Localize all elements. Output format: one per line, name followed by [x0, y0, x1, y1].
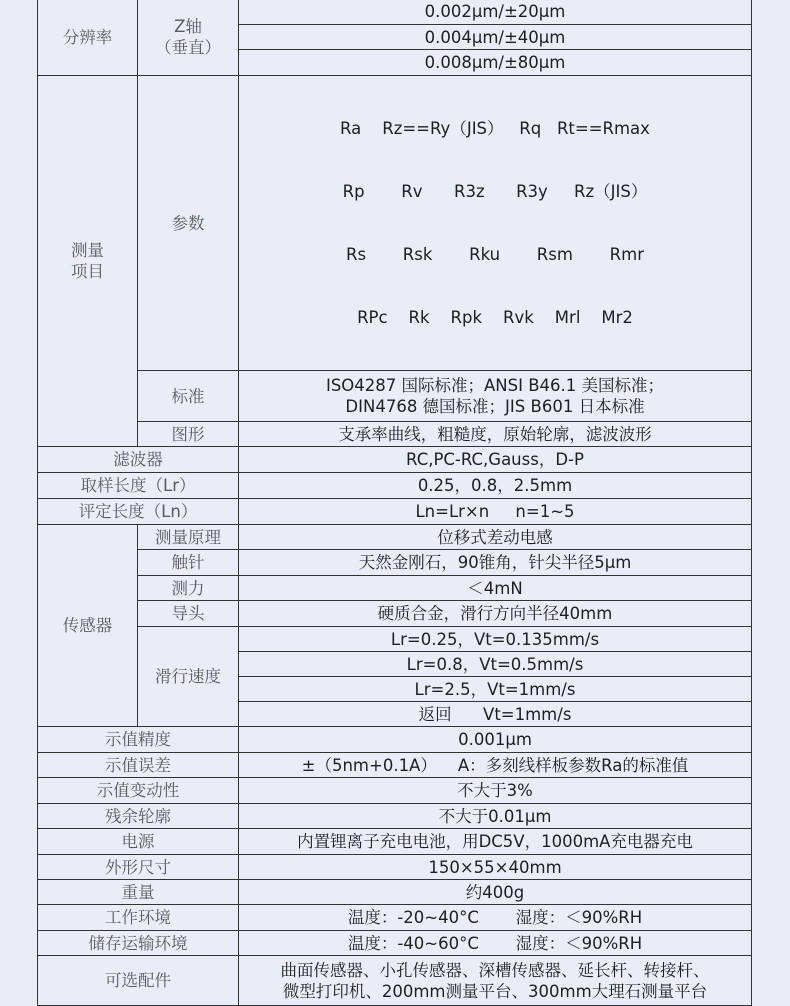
speed-value-2: Lr=0.8，Vt=0.5mm/s — [239, 652, 752, 677]
z-axis-text: Z轴 — [174, 17, 202, 36]
resolution-value-2: 0.004μm/±40μm — [239, 25, 752, 50]
error-value: ±（5nm+0.1A） A：多刻线样板参数Ra的标准值 — [239, 753, 752, 778]
store-env-label: 储存运输环境 — [38, 931, 239, 956]
sample-length-label: 取样长度（Lr） — [38, 473, 239, 499]
residual-value: 不大于0.01μm — [239, 804, 752, 829]
variability-row — [38, 778, 752, 804]
power-row — [38, 829, 752, 855]
standard-label: 标准 — [138, 371, 239, 422]
sensor-principle-row — [38, 525, 752, 550]
stylus-label: 触针 — [138, 550, 239, 576]
sensor-label: 传感器 — [38, 525, 138, 727]
error-row — [38, 753, 752, 778]
guide-label: 导头 — [138, 601, 239, 627]
power-label: 电源 — [38, 829, 239, 855]
resolution-label: 分辨率 — [38, 0, 138, 76]
sample-length-row — [38, 473, 752, 499]
resolution-row — [38, 0, 752, 25]
residual-row — [38, 804, 752, 829]
principle-label: 测量原理 — [138, 525, 239, 550]
size-label: 外形尺寸 — [38, 855, 239, 880]
size-row — [38, 855, 752, 880]
measure-label-line1: 测量 — [71, 241, 104, 260]
params-value — [239, 76, 752, 371]
work-env-label: 工作环境 — [38, 905, 239, 931]
filter-label: 滤波器 — [38, 447, 239, 473]
options-line-1: 曲面传感器、小孔传感器、深槽传感器、延长杆、转接杆、 — [280, 960, 710, 980]
options-line-2: 微型打印机、200mm测量平台、300mm大理石测量平台 — [282, 981, 708, 1001]
force-value: ＜4mN — [239, 576, 752, 601]
params-line-4: RPc Rk Rpk Rvk Mrl Mr2 — [357, 308, 633, 327]
sensor-force-row — [38, 576, 752, 601]
measure-graph-row — [38, 422, 752, 447]
variability-value: 不大于3% — [239, 778, 752, 804]
eval-length-value: Ln=Lr×n n=1~5 — [239, 499, 752, 525]
stylus-value: 天然金刚石，90锥角，针尖半径5μm — [239, 550, 752, 576]
speed-value-4: 返回 Vt=1mm/s — [239, 702, 752, 727]
eval-length-label: 评定长度（Ln） — [38, 499, 239, 525]
vertical-text: （垂直） — [155, 38, 221, 57]
force-label: 测力 — [138, 576, 239, 601]
residual-label: 残余轮廓 — [38, 804, 239, 829]
params-line-3: Rs Rsk Rku Rsm Rmr — [346, 245, 644, 264]
work-env-row — [38, 905, 752, 931]
measure-label-line2: 项目 — [71, 262, 104, 281]
standard-line-2: DIN4768 德国标准；JIS B601 日本标准 — [345, 397, 645, 416]
options-value — [239, 956, 752, 1006]
speed-value-3: Lr=2.5，Vt=1mm/s — [239, 677, 752, 702]
graph-value: 支承率曲线，粗糙度，原始轮廓，滤波波形 — [239, 422, 752, 447]
precision-row — [38, 727, 752, 753]
principle-value: 位移式差动电感 — [239, 525, 752, 550]
filter-row — [38, 447, 752, 473]
power-value: 内置锂离子充电电池，用DC5V，1000mA充电器充电 — [239, 829, 752, 855]
sensor-speed-row — [38, 627, 752, 652]
precision-value: 0.001μm — [239, 727, 752, 753]
resolution-value-3: 0.008μm/±80μm — [239, 50, 752, 76]
measure-label — [38, 76, 138, 447]
measure-params-row — [38, 76, 752, 371]
filter-value: RC,PC-RC,Gauss，D-P — [239, 447, 752, 473]
weight-row — [38, 880, 752, 905]
store-env-value: 温度：-40~60°C 湿度：＜90%RH — [239, 931, 752, 956]
params-label: 参数 — [138, 76, 239, 371]
options-row — [38, 956, 752, 1006]
error-label: 示值误差 — [38, 753, 239, 778]
standard-value — [239, 371, 752, 422]
resolution-sub-label — [138, 0, 239, 76]
store-env-row — [38, 931, 752, 956]
standard-line-1: ISO4287 国际标准；ANSI B46.1 美国标准； — [325, 376, 665, 395]
speed-label: 滑行速度 — [138, 627, 239, 727]
spec-table — [37, 0, 752, 1006]
graph-label: 图形 — [138, 422, 239, 447]
speed-value-1: Lr=0.25，Vt=0.135mm/s — [239, 627, 752, 652]
work-env-value: 温度：-20~40°C 湿度：＜90%RH — [239, 905, 752, 931]
options-label: 可选配件 — [38, 956, 239, 1006]
weight-label: 重量 — [38, 880, 239, 905]
resolution-value-1: 0.002μm/±20μm — [239, 0, 752, 25]
weight-value: 约400g — [239, 880, 752, 905]
measure-standard-row — [38, 371, 752, 422]
params-line-2: Rp Rv R3z R3y Rz（JIS） — [342, 182, 648, 201]
variability-label: 示值变动性 — [38, 778, 239, 804]
sensor-guide-row — [38, 601, 752, 627]
sensor-stylus-row — [38, 550, 752, 576]
precision-label: 示值精度 — [38, 727, 239, 753]
sample-length-value: 0.25，0.8，2.5mm — [239, 473, 752, 499]
eval-length-row — [38, 499, 752, 525]
params-line-1: Ra Rz==Ry（JIS） Rq Rt==Rmax — [340, 119, 650, 138]
size-value: 150×55×40mm — [239, 855, 752, 880]
guide-value: 硬质合金，滑行方向半径40mm — [239, 601, 752, 627]
